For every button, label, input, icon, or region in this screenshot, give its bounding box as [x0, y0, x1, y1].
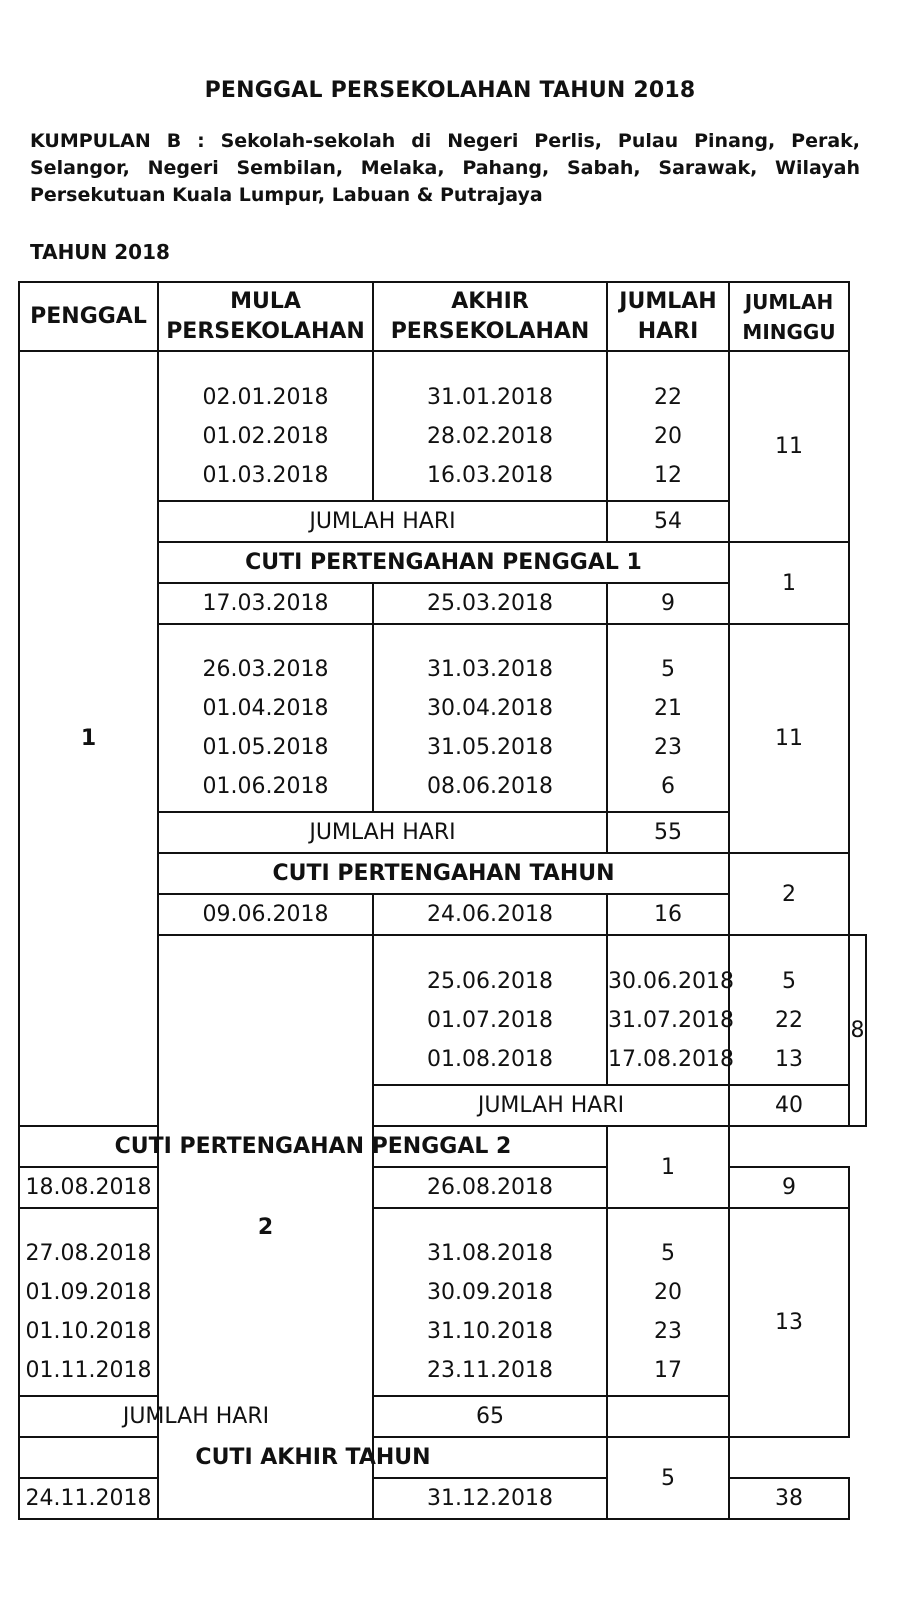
cuti-minggu-value: 5	[607, 1437, 729, 1519]
jumlah-minggu-value: 11	[729, 351, 849, 542]
list-item: 26.03.2018	[202, 657, 329, 682]
cuti-mula: 17.03.2018	[158, 583, 373, 624]
jumlah-minggu-value: 13	[729, 1208, 849, 1437]
cuti-akhir: 25.03.2018	[373, 583, 607, 624]
list-item: 30.09.2018	[427, 1280, 553, 1305]
cuti-title: CUTI PERTENGAHAN PENGGAL 2	[19, 1126, 607, 1167]
header-penggal: PENGGAL	[19, 282, 158, 351]
table-row	[19, 1126, 866, 1167]
table-row	[19, 1167, 866, 1208]
akhir-dates	[373, 1208, 607, 1396]
list-item: 17	[654, 1358, 682, 1383]
jumlah-hari-value: 55	[607, 812, 729, 853]
jumlah-hari-label: JUMLAH HARI	[373, 1085, 729, 1126]
list-item: 25.06.2018	[427, 968, 553, 994]
list-item: 01.04.2018	[202, 696, 329, 721]
cuti-mula: 09.06.2018	[158, 894, 373, 935]
list-item: 01.11.2018	[25, 1358, 152, 1383]
cuti-minggu-value: 2	[729, 853, 849, 935]
cuti-title: CUTI AKHIR TAHUN	[19, 1437, 607, 1478]
header-mula: MULA PERSEKOLAHAN	[158, 282, 373, 351]
list-item: 01.05.2018	[202, 735, 329, 760]
table-header-row	[19, 282, 866, 351]
list-item: 22	[654, 384, 682, 410]
list-item: 01.02.2018	[202, 423, 329, 449]
list-item: 31.08.2018	[427, 1241, 553, 1266]
mula-dates	[158, 351, 373, 501]
list-item: 31.03.2018	[427, 657, 553, 682]
jumlah-hari-label: JUMLAH HARI	[158, 812, 607, 853]
cuti-hari: 38	[729, 1478, 849, 1519]
list-item: 01.06.2018	[202, 774, 329, 799]
penggal-1-cell: 1	[19, 351, 158, 1126]
cuti-mula: 24.11.2018	[19, 1478, 158, 1519]
jumlah-minggu-value: 11	[729, 624, 849, 853]
table-row	[19, 1478, 866, 1519]
cuti-akhir: 24.06.2018	[373, 894, 607, 935]
list-item: 01.08.2018	[427, 1046, 553, 1072]
cuti-hari: 9	[607, 583, 729, 624]
hari-values	[729, 935, 849, 1085]
list-item: 12	[654, 462, 682, 488]
list-item: 01.10.2018	[25, 1319, 152, 1344]
penggal-2-cell: 2	[158, 935, 373, 1519]
cuti-mula: 18.08.2018	[19, 1167, 158, 1208]
list-item: 5	[661, 1241, 675, 1266]
header-jumlah-hari: JUMLAH HARI	[607, 282, 729, 351]
cuti-minggu-value: 1	[607, 1126, 729, 1208]
list-item: 28.02.2018	[427, 423, 553, 449]
table-row	[19, 351, 866, 501]
akhir-dates	[373, 624, 607, 812]
list-item: 6	[661, 774, 675, 799]
cuti-title: CUTI PERTENGAHAN PENGGAL 1	[158, 542, 729, 583]
list-item: 01.03.2018	[202, 462, 329, 488]
list-item: 5	[782, 968, 796, 994]
list-item: 01.07.2018	[427, 1007, 553, 1033]
akhir-dates	[607, 935, 734, 1085]
jumlah-hari-label: JUMLAH HARI	[158, 501, 607, 542]
hari-values	[607, 1208, 729, 1396]
list-item: 20	[654, 423, 682, 449]
mula-dates	[158, 624, 373, 812]
list-item: 23	[654, 735, 682, 760]
header-jumlah-minggu: JUMLAH MINGGU	[729, 282, 849, 351]
cuti-akhir: 31.12.2018	[373, 1478, 607, 1519]
jumlah-minggu-value: 8	[849, 935, 866, 1126]
cuti-title: CUTI PERTENGAHAN TAHUN	[158, 853, 729, 894]
cuti-hari: 16	[607, 894, 729, 935]
list-item: 21	[654, 696, 682, 721]
list-item: 01.09.2018	[25, 1280, 152, 1305]
list-item: 13	[775, 1046, 803, 1072]
list-item: 08.06.2018	[427, 774, 553, 799]
hari-values	[607, 351, 729, 501]
list-item: 20	[654, 1280, 682, 1305]
list-item: 22	[775, 1007, 803, 1033]
list-item: 23	[654, 1319, 682, 1344]
jumlah-hari-value: 54	[607, 501, 729, 542]
cuti-hari: 9	[729, 1167, 849, 1208]
list-item: 31.05.2018	[427, 735, 553, 760]
document-title: PENGGAL PERSEKOLAHAN TAHUN 2018	[204, 78, 696, 103]
list-item: 17.08.2018	[608, 1046, 734, 1072]
list-item: 31.07.2018	[608, 1007, 734, 1033]
header-akhir: AKHIR PERSEKOLAHAN	[373, 282, 607, 351]
mula-dates	[19, 1208, 158, 1396]
list-item: 23.11.2018	[427, 1358, 553, 1383]
list-item: 5	[661, 657, 675, 682]
table-row	[19, 1208, 866, 1396]
year-label: TAHUN 2018	[30, 240, 170, 264]
jumlah-hari-value: 65	[373, 1396, 607, 1437]
list-item: 31.10.2018	[427, 1319, 553, 1344]
jumlah-hari-value: 40	[729, 1085, 849, 1126]
list-item: 31.01.2018	[427, 384, 553, 410]
list-item: 30.06.2018	[608, 968, 734, 994]
list-item: 16.03.2018	[427, 462, 553, 488]
list-item: 30.04.2018	[427, 696, 553, 721]
list-item: 27.08.2018	[25, 1241, 152, 1266]
school-term-table	[18, 281, 867, 1520]
cuti-akhir: 26.08.2018	[373, 1167, 607, 1208]
table-row	[19, 1437, 866, 1478]
jumlah-hari-label: JUMLAH HARI	[19, 1396, 373, 1437]
mula-dates	[373, 935, 607, 1085]
akhir-dates	[373, 351, 607, 501]
list-item: 02.01.2018	[202, 384, 329, 410]
hari-values	[607, 624, 729, 812]
cuti-minggu-value: 1	[729, 542, 849, 624]
group-description: KUMPULAN B : Sekolah-sekolah di Negeri Perlis, Pulau Pinang, Perak, Selangor, Negeri Sembilan, Melaka, Pahang, Sabah, Sarawak, Wilayah Persekutuan Kuala Lumpur, Labuan & Putrajaya	[30, 130, 860, 206]
